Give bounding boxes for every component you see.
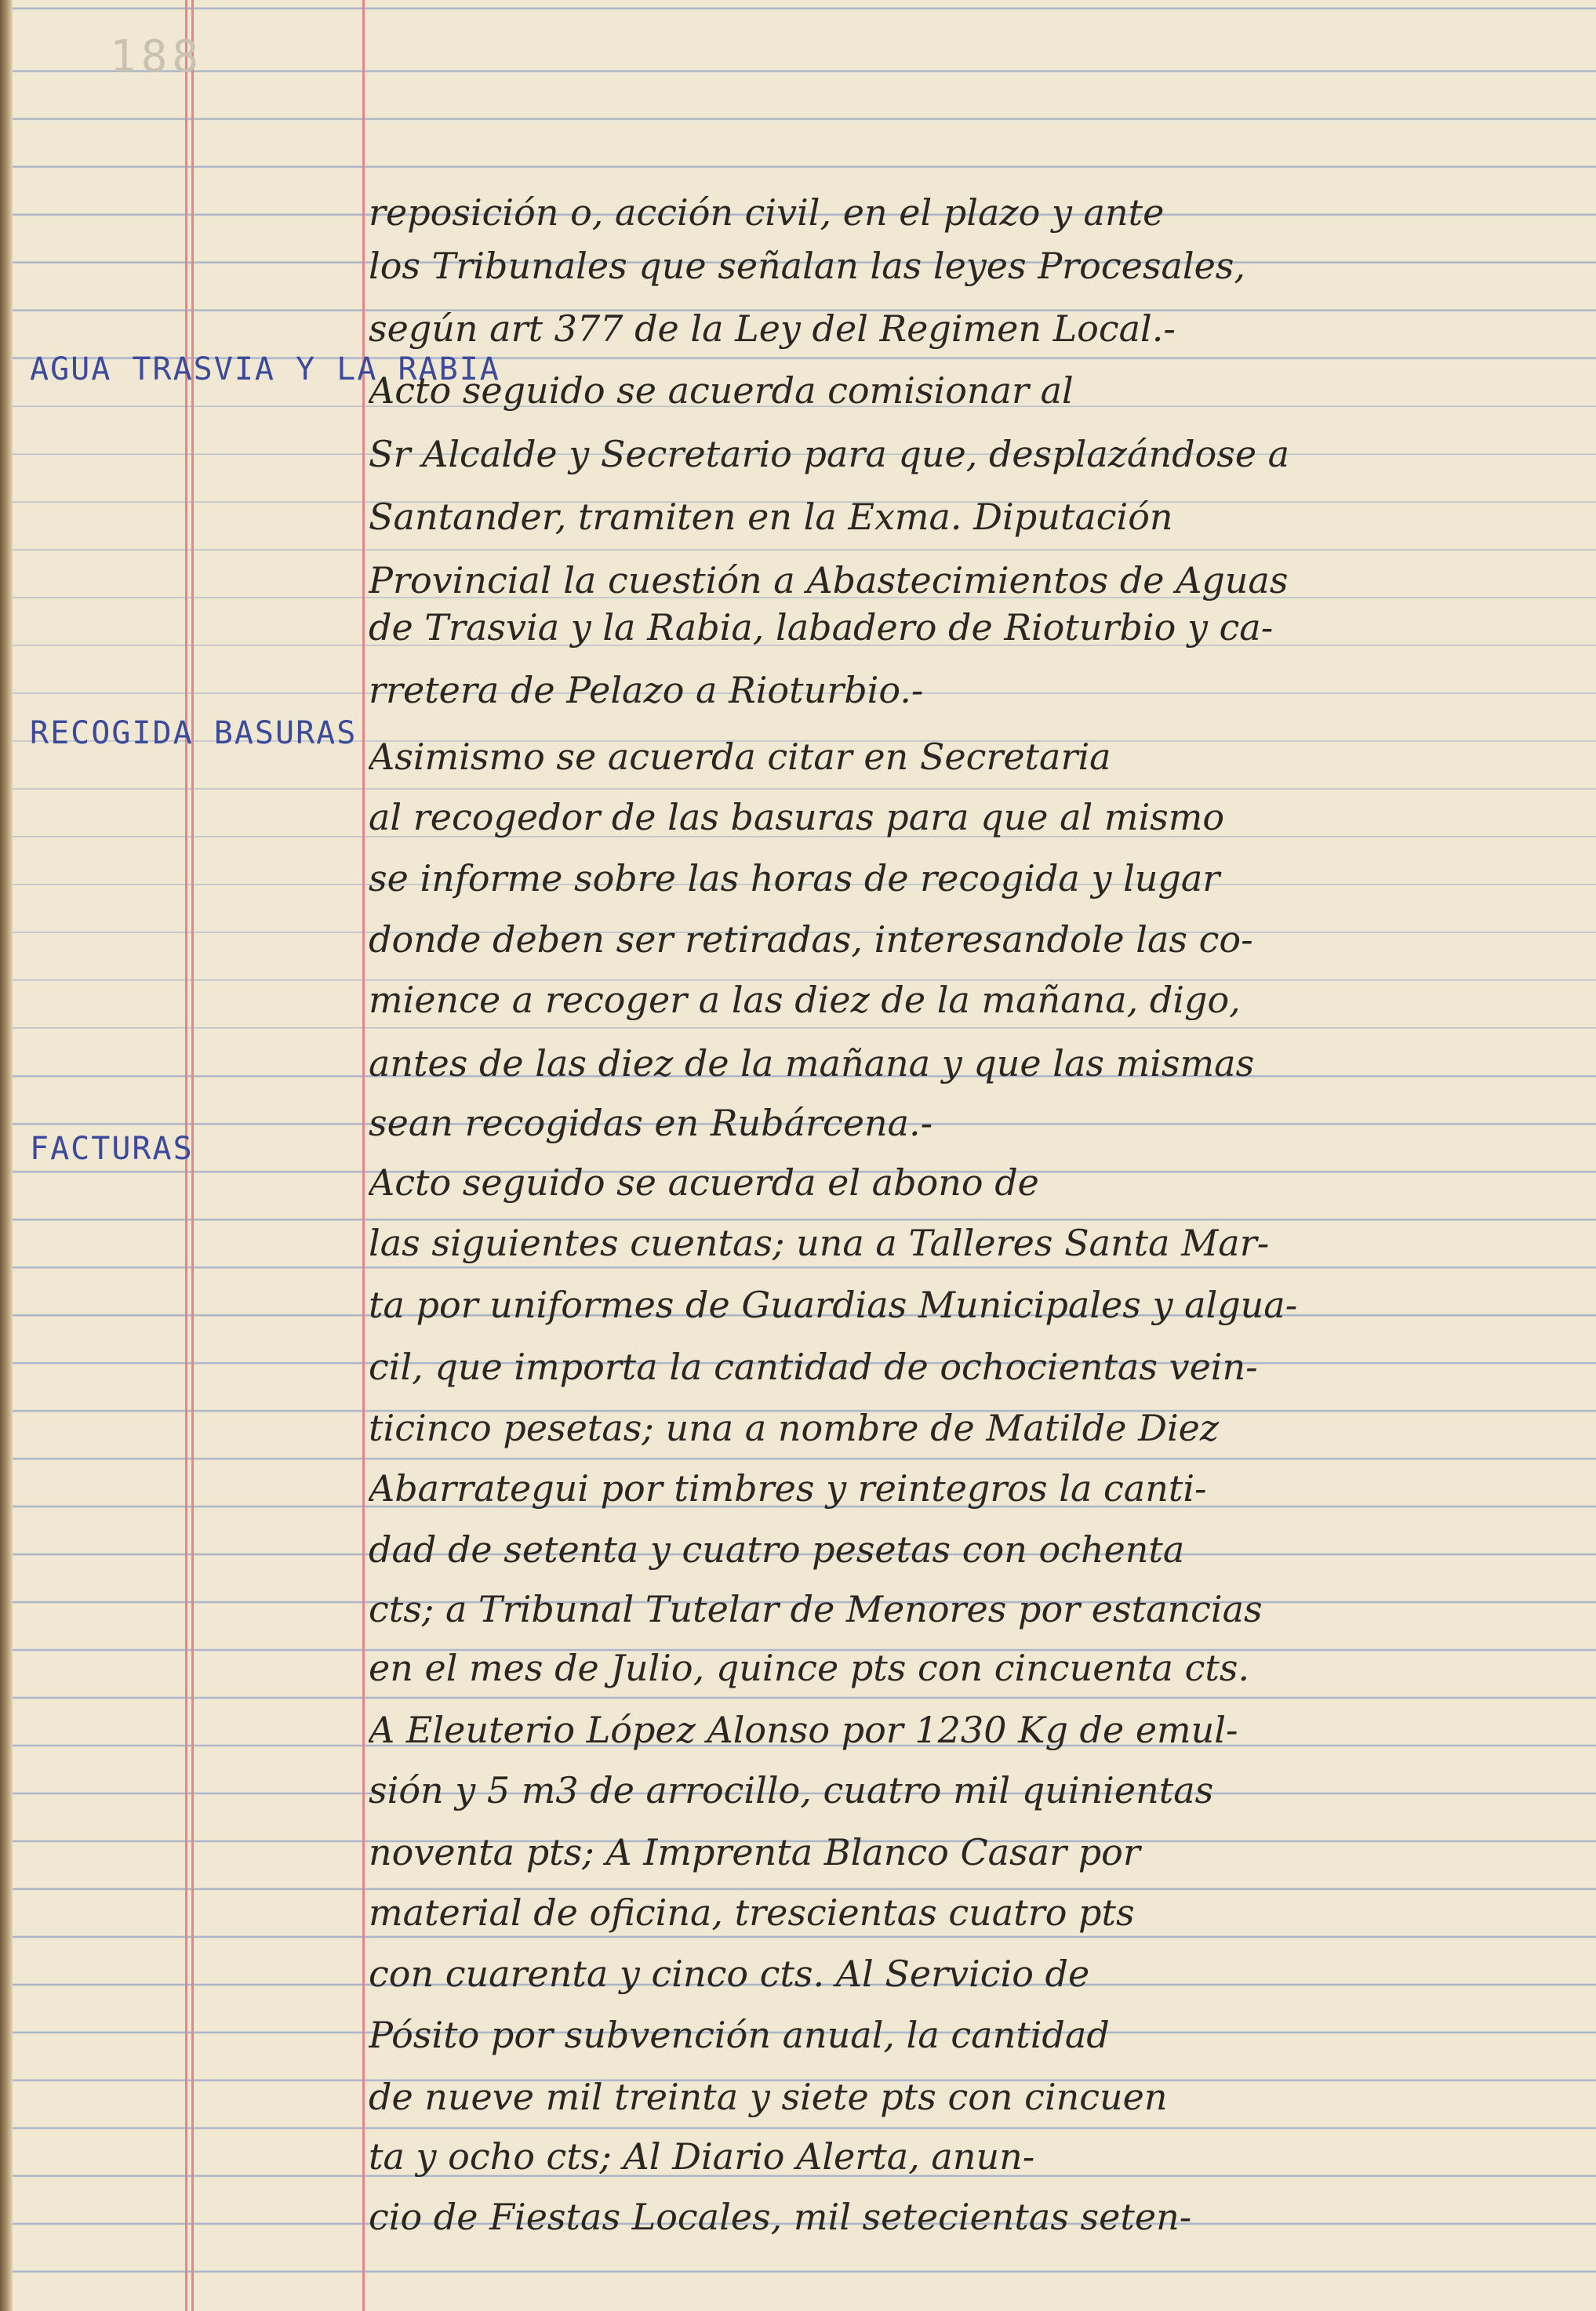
text-line: Asimismo se acuerda citar en Secretaria — [369, 736, 1111, 778]
text-line: ta y ocho cts; Al Diario Alerta, anun- — [369, 2135, 1035, 2178]
text-line: según art 377 de la Ley del Regimen Local.- — [369, 307, 1176, 350]
text-line: se informe sobre las horas de recogida y lugar — [369, 857, 1220, 899]
text-line: los Tribunales que señalan las leyes Procesales, — [369, 245, 1246, 287]
text-line: cts; a Tribunal Tutelar de Menores por estancias — [369, 1588, 1263, 1630]
text-line: donde deben ser retiradas, interesandole las co- — [369, 918, 1253, 961]
text-line: A Eleuterio López Alonso por 1230 Kg de emul- — [369, 1709, 1238, 1751]
text-line: ta por uniformes de Guardias Municipales y algua- — [369, 1284, 1298, 1326]
margin-note-recogida: RECOGIDA BASURAS — [30, 715, 358, 751]
text-line: Provincial la cuestión a Abastecimientos de Aguas — [369, 559, 1289, 601]
text-line: cio de Fiestas Locales, mil setecientas seten- — [369, 2196, 1192, 2238]
text-line: dad de setenta y cuatro pesetas con ochenta — [369, 1528, 1185, 1571]
text-line: reposición o, acción civil, en el plazo y ante — [369, 191, 1165, 234]
text-line: de nueve mil treinta y siete pts con cincuen — [369, 2076, 1168, 2118]
text-line: sean recogidas en Rubárcena.- — [369, 1102, 933, 1144]
text-line: mience a recoger a las diez de la mañana, digo, — [369, 979, 1241, 1021]
text-line: en el mes de Julio, quince pts con cincuenta cts. — [369, 1647, 1250, 1689]
margin-note-agua: AGUA TRASVIA Y LA RABIA — [30, 351, 500, 387]
text-line: material de oficina, trescientas cuatro pts — [369, 1891, 1135, 1934]
text-line: Acto seguido se acuerda comisionar al — [369, 369, 1074, 412]
text-line: rretera de Pelazo a Rioturbio.- — [369, 669, 924, 711]
text-line: Pósito por subvención anual, la cantidad — [369, 2014, 1110, 2056]
text-line: con cuarenta y cinco cts. Al Servicio de — [369, 1953, 1090, 1995]
text-line: las siguientes cuentas; una a Talleres Santa Mar- — [369, 1222, 1270, 1264]
text-line: antes de las diez de la mañana y que las mismas — [369, 1042, 1255, 1085]
text-line: cil, que importa la cantidad de ochocientas vein- — [369, 1346, 1258, 1388]
text-line: Santander, tramiten en la Exma. Diputación — [369, 496, 1173, 538]
text-line: Abarrategui por timbres y reintegros la canti- — [369, 1467, 1207, 1510]
text-line: sión y 5 m3 de arrocillo, cuatro mil quinientas — [369, 1769, 1214, 1811]
text-line: Sr Alcalde y Secretario para que, desplazándose a — [369, 433, 1290, 475]
book-binding — [0, 0, 13, 2311]
text-line: ticinco pesetas; una a nombre de Matilde Diez — [369, 1407, 1220, 1449]
text-line: de Trasvia y la Rabia, labadero de Rioturbio y ca- — [369, 606, 1274, 649]
margin-note-facturas: FACTURAS — [30, 1131, 194, 1167]
text-line: al recogedor de las basuras para que al mismo — [369, 796, 1225, 838]
text-line: noventa pts; A Imprenta Blanco Casar por — [369, 1831, 1140, 1873]
margin-rule-text — [362, 0, 365, 2311]
text-line: Acto seguido se acuerda el abono de — [369, 1161, 1039, 1204]
page-number: 188 — [110, 31, 204, 82]
